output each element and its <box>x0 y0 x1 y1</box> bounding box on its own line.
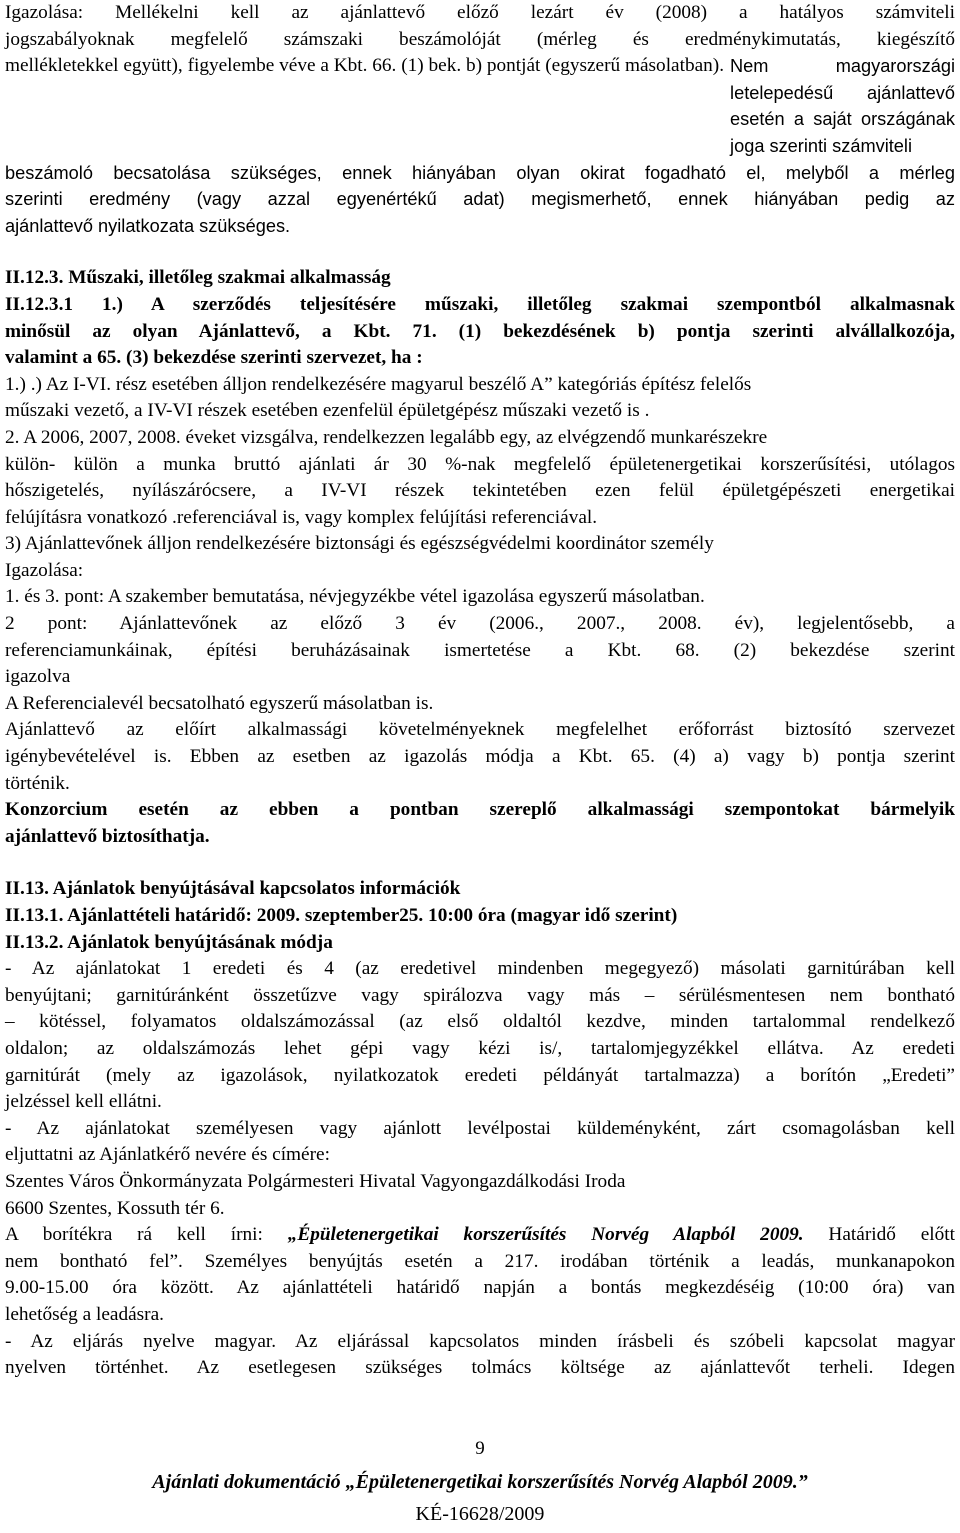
text-run: „Épületenergetikai korszerűsítés Norvég Alapból 2009. <box>287 1224 804 1246</box>
text-line: szerinti eredmény (vagy azzal egyenértékű adat) megismerhető, ennek hiányában pedig az <box>5 189 955 210</box>
text-line: 2. A 2006, 2007, 2008. éveket vizsgálva, rendelkezzen legalább egy, az elvégzendő munkarészekre <box>5 426 768 448</box>
text-line: - Az ajánlatokat 1 eredeti és 4 (az eredetivel mindenben megegyező) másolati garnitúrában kell <box>5 958 955 980</box>
text-line: - Az ajánlatokat személyesen vagy ajánlott levélpostai küldeményként, zárt csomagolásban kell <box>5 1117 955 1139</box>
text-run: A borítékra rá kell írni: <box>5 1224 288 1246</box>
text-line: jogszabályoknak megfelelő számszaki beszámolóját (mérleg és eredménykimutatás, kiegészítő <box>5 28 955 50</box>
text-line: II.12.3.1 1.) A szerződés teljesítésére műszaki, illetőleg szakmai szempontból alkalmasnak <box>5 293 955 315</box>
text-line: műszaki vezető, a IV-VI részek esetében ezenfelül épületgépész műszaki vezető is . <box>5 400 650 422</box>
text-line: nem bontható fel”. Személyes benyújtás esetén a 217. irodában történik a leadás, munkanapokon <box>5 1250 955 1272</box>
text-line: 1. és 3. pont: A szakember bemutatása, névjegyzékbe vétel igazolása egyszerű másolatban. <box>5 586 705 608</box>
text-line: garnitúrát (mely az igazolások, nyilatkozatok eredeti példányát tartalmazza) a borítón „Eredeti” <box>5 1064 955 1086</box>
text-line: Ajánlattevő az előírt alkalmassági követelményeknek megfelelhet erőforrást biztosító szervezet <box>5 719 955 741</box>
text-line <box>5 1222 955 1249</box>
paragraph-gap <box>5 239 955 265</box>
text-line: Igazolása: Mellékelni kell az ajánlattevő előző lezárt év (2008) a hatályos számviteli <box>5 2 955 23</box>
text-line: igénybevételével is. Ebben az esetben az igazolás módja a Kbt. 65. (4) a) vagy b) pontja szerint <box>5 746 955 768</box>
text-line: referenciamunkáinak, építési beruházásainak ismertetése a Kbt. 68. (2) bekezdése szerint <box>5 639 955 661</box>
text-line: minősül az olyan Ajánlattevő, a Kbt. 71. (1) bekezdésének b) pontja szerinti alvállalkozója, <box>5 320 955 342</box>
text-line: Nem magyarországi letelepedésű ajánlattevő esetén a saját országának joga szerinti számviteli <box>730 56 955 156</box>
text-line: Szentes Város Önkormányzata Polgármesteri Hivatal Vagyongazdálkodási Iroda <box>5 1170 626 1192</box>
text-line <box>5 53 955 159</box>
text-line: A Referencialevél becsatolható egyszerű másolatban is. <box>5 692 434 714</box>
text-line: II.13.2. Ajánlatok benyújtásának módja <box>5 931 333 953</box>
text-line: oldalon; az oldalszámozás lehet gépi vagy kézi is/, tartalomjegyzékkel ellátva. Az eredeti <box>5 1037 955 1059</box>
text-line: felújításra vonatkozó .referenciával is, vagy komplex felújítási referenciával. <box>5 506 598 528</box>
text-line: - Az eljárás nyelve magyar. Az eljárással kapcsolatos minden írásbeli és szóbeli kapcsolat magyar <box>5 1330 955 1352</box>
text-line: mellékletekkel együtt), figyelembe véve a Kbt. 66. (1) bek. b) pontját (egyszerű másolatban). <box>5 55 725 77</box>
text-line: ajánlattevő nyilatkozata szükséges. <box>5 215 291 236</box>
text-line: ajánlattevő biztosíthatja. <box>5 825 210 847</box>
text-line: jelzéssel kell ellátni. <box>5 1091 162 1113</box>
text-line: II.13. Ajánlatok benyújtásával kapcsolatos információk <box>5 878 461 900</box>
text-line: eljuttatni az Ajánlatkérő nevére és címére: <box>5 1144 330 1166</box>
text-line: külön- külön a munka bruttó ajánlati ár 30 %-nak megfelelő épületenergetikai korszerűsítési, utólagos <box>5 453 955 475</box>
document-body <box>5 0 955 1382</box>
footer-title: Ajánlati dokumentáció „Épületenergetikai korszerűsítés Norvég Alapból 2009.” <box>152 1471 808 1493</box>
text-line: 1.) .) Az I-VI. rész esetében álljon rendelkezésére magyarul beszélő A” kategóriás építész felelős <box>5 373 752 395</box>
text-line: lehetőség a leadásra. <box>5 1303 164 1325</box>
page-footer <box>0 1436 960 1528</box>
page-number: 9 <box>475 1438 485 1459</box>
text-line: 3) Ajánlattevőnek álljon rendelkezésére biztonsági és egészségvédelmi koordinátor személy <box>5 533 714 555</box>
text-line: beszámoló becsatolása szükséges, ennek hiányában olyan okirat fogadható el, melyből a mérleg <box>5 162 955 183</box>
text-line: Konzorcium esetén az ebben a pontban szereplő alkalmassági szempontokat bármelyik <box>5 799 955 821</box>
text-run: Határidő előtt <box>803 1224 955 1246</box>
text-line: Igazolása: <box>5 559 84 581</box>
text-line: II.12.3. Műszaki, illetőleg szakmai alkalmasság <box>5 267 391 289</box>
text-line: benyújtani; garnitúránként összetűzve vagy spirálozva vagy más – sérülésmentesen nem bontható <box>5 984 955 1006</box>
text-line: 9.00-15.00 óra között. Az ajánlattételi határidő napján a bontás megkezdéséig (10:00 óra) van <box>5 1277 955 1299</box>
text-line: igazolva <box>5 666 71 688</box>
text-line: nyelven történhet. Az esetlegesen szükséges tolmács költsége az ajánlattevőt terheli. Idegen <box>5 1357 955 1379</box>
paragraph-gap <box>5 850 955 876</box>
text-line: történik. <box>5 772 70 794</box>
text-line: – kötéssel, folyamatos oldalszámozással (az első oldaltól kezdve, minden tartalommal rendelkező <box>5 1011 955 1033</box>
text-line: valamint a 65. (3) bekezdése szerinti szervezet, ha : <box>5 347 423 369</box>
text-line: hőszigetelés, nyílászárócsere, a IV-VI részek tekintetében ezen felül épületgépészeti energetikai <box>5 480 955 502</box>
footer-reference: KÉ-16628/2009 <box>415 1503 545 1525</box>
text-line: II.13.1. Ajánlattételi határidő: 2009. szeptember25. 10:00 óra (magyar idő szerint) <box>5 905 678 926</box>
text-line: 6600 Szentes, Kossuth tér 6. <box>5 1197 225 1219</box>
text-line: 2 pont: Ajánlattevőnek az előző 3 év (2006., 2007., 2008. év), legjelentősebb, a <box>5 613 955 635</box>
